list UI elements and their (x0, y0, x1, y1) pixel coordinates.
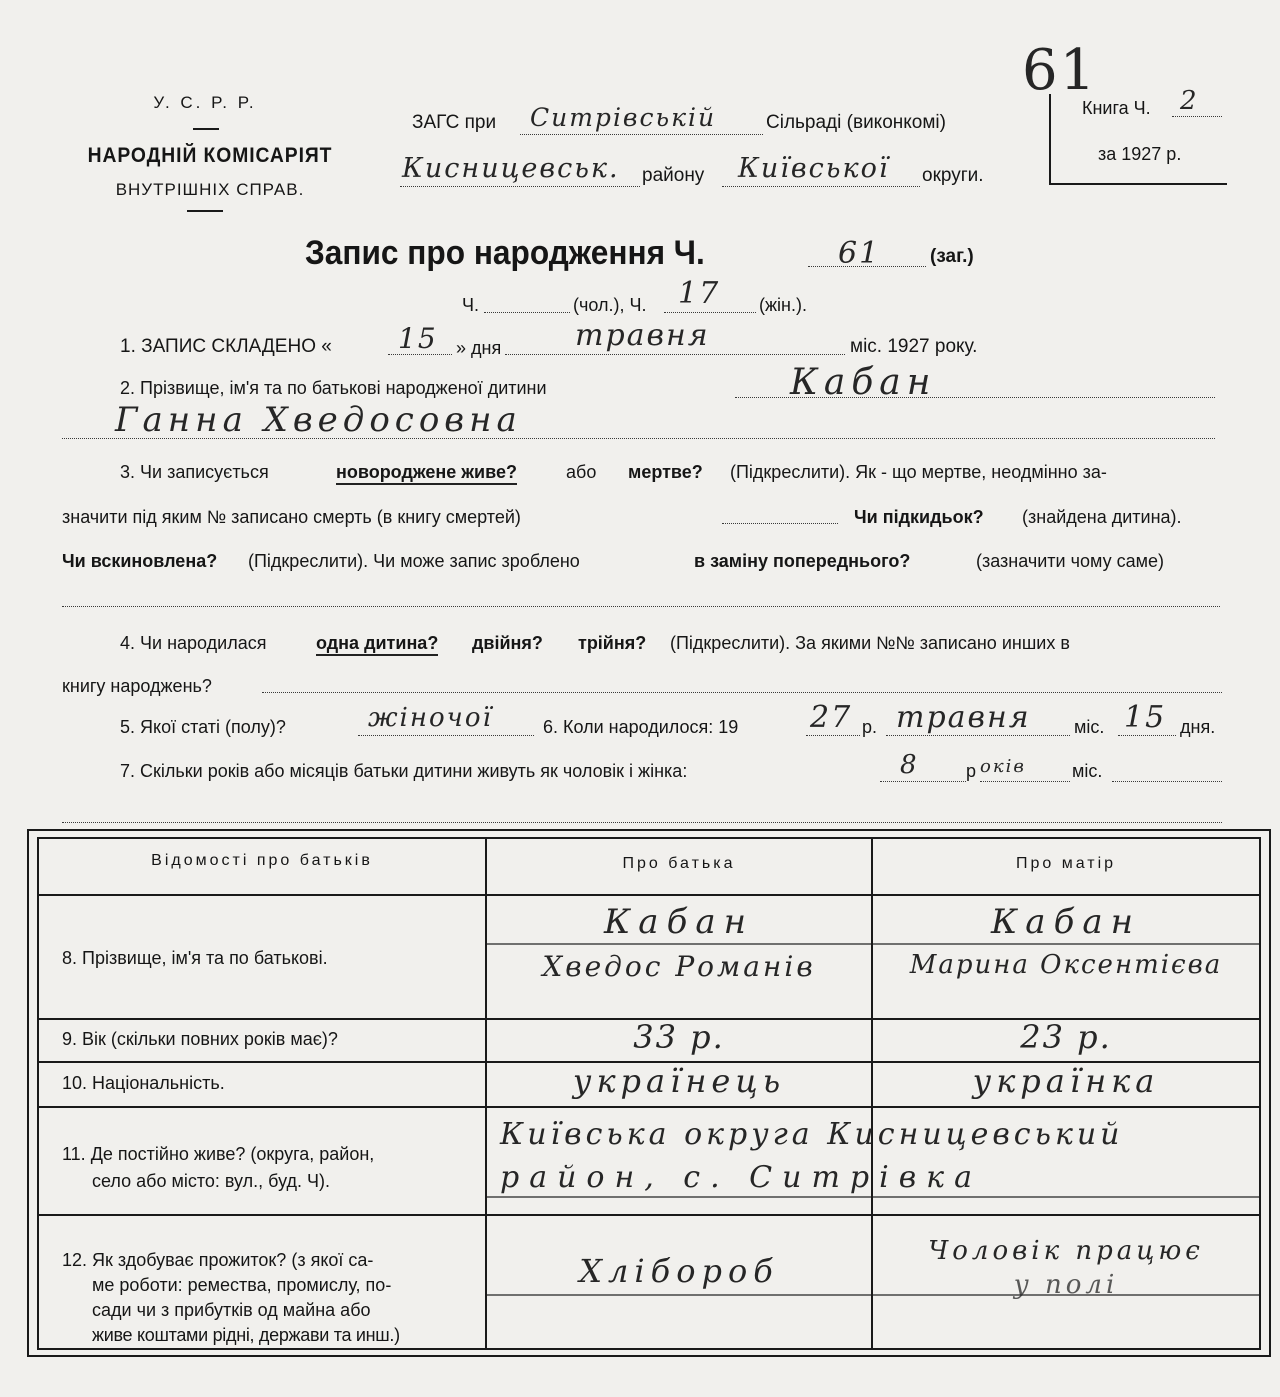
record-number-handwritten: 61 (838, 236, 881, 271)
book-label: Книга Ч. (1082, 98, 1151, 118)
row10-label: 10. Національність. (62, 1073, 225, 1093)
father-surname-handwritten: Кабан (603, 902, 754, 942)
mother-occupation-line2-handwritten: у полі (1013, 1270, 1119, 1300)
item3-line3-b: (зазначити чому саме) (976, 551, 1164, 571)
okruha-handwritten: Київської (738, 153, 890, 184)
row-divider-10 (37, 1106, 1261, 1108)
female-number-handwritten: 17 (678, 276, 721, 311)
table-header-divider (37, 894, 1261, 896)
row8-inner-line (487, 943, 1259, 945)
item1-suffix: міс. 1927 року. (850, 336, 978, 357)
mother-age-handwritten: 23 р. (1020, 1018, 1112, 1056)
table-inner-right (1259, 837, 1261, 1349)
book-box-border-bottom (1049, 183, 1227, 185)
item3-line2-b: (знайдена дитина). (1022, 507, 1182, 527)
option-live-birth[interactable]: новороджене живе? (336, 462, 517, 485)
item6-label: 6. Коли народилося: 19 (543, 717, 739, 737)
option-adopted[interactable]: Чи вскиновлена? (62, 551, 218, 571)
corner-mark-handwritten: 61 (1022, 38, 1098, 103)
item7-mis: міс. (1072, 761, 1103, 781)
header-mother: Про матір (1015, 855, 1117, 872)
residence-line2-handwritten: район, с. Ситрівка (500, 1160, 982, 1195)
row12-label-4: живе коштами рідні, держави та инш.) (92, 1325, 400, 1345)
commissariat-subtitle: ВНУТРІШНІХ СПРАВ. (115, 180, 305, 199)
birth-year-handwritten: 27 (810, 700, 853, 735)
option-twins[interactable]: двійня? (472, 633, 543, 653)
row11-label-2: село або місто: вул., буд. Ч). (92, 1171, 330, 1191)
mother-name-handwritten: Марина Оксентієва (909, 950, 1223, 980)
father-age-handwritten: 33 р. (633, 1018, 725, 1056)
item1-label: 1. ЗАПИС СКЛАДЕНО « (120, 336, 332, 357)
option-replacement[interactable]: в заміну попереднього? (694, 551, 911, 571)
book-box-border-left (1049, 94, 1051, 184)
item6-r: р. (862, 717, 878, 737)
commissariat-title: НАРОДНІЙ КОМІСАРІЯТ (87, 144, 333, 167)
item3-line3-a: (Підкреслити). Чи може запис зроблено (248, 551, 580, 571)
item5-label: 5. Якої статі (полу)? (120, 717, 286, 737)
row-divider-11 (37, 1214, 1261, 1216)
header-divider (193, 128, 219, 130)
row12-number: 12. (62, 1250, 88, 1270)
item6-mis: міс. (1074, 717, 1105, 737)
item1-day-handwritten: 15 (398, 322, 438, 355)
sub-female-label: (жін.). (759, 295, 807, 315)
item3-line2: значити під яким № записано смерть (в книгу смертей) (62, 507, 521, 527)
row11-inner-line (487, 1196, 1259, 1198)
row11-label-1: 11. Де постійно живе? (округа, район, (62, 1144, 375, 1164)
sub-male-label: (чол.), Ч. (573, 295, 647, 315)
father-occupation-handwritten: Хлібороб (579, 1252, 779, 1290)
row9-label: 9. Вік (скільки повних років має)? (62, 1029, 338, 1049)
item3-label-or: або (566, 462, 597, 482)
table-inner-top (37, 837, 1261, 839)
option-stillborn[interactable]: мертве? (628, 462, 703, 482)
zags-suffix: Сільраді (виконкомі) (766, 112, 946, 133)
item1-month-handwritten: травня (575, 318, 710, 353)
item4-label-b: (Підкреслити). За якими №№ записано инших в (670, 633, 1070, 653)
item7-label: 7. Скільки років або місяців батьки дитини живуть як чоловік і жінка: (120, 761, 688, 781)
father-nationality-handwritten: українець (572, 1062, 786, 1100)
row12-label-2: ме роботи: ремества, промислу, по- (92, 1275, 392, 1295)
item3-label-a: 3. Чи записується (120, 462, 269, 482)
row12-label-1: Як здобуває прожиток? (з якої са- (92, 1250, 374, 1270)
zags-village-handwritten: Ситрівській (530, 103, 717, 132)
title-suffix: (заг.) (930, 246, 974, 267)
item7-r: р (966, 761, 977, 781)
district-label: району (642, 165, 705, 186)
header-parents-info: Відомості про батьків (151, 852, 373, 869)
book-year: за 1927 р. (1098, 144, 1182, 164)
birth-day-handwritten: 15 (1124, 700, 1167, 735)
option-one-child[interactable]: одна дитина? (316, 633, 438, 656)
mother-occupation-line1-handwritten: Чоловік працює (928, 1236, 1204, 1266)
document-title: Запис про народження Ч. (305, 234, 705, 272)
district-handwritten: Кисницевськ. (402, 153, 620, 184)
birth-month-handwritten: травня (896, 700, 1031, 735)
years-together-handwritten: 8 (900, 750, 919, 780)
table-inner-left (37, 837, 39, 1349)
item4-line2: книгу народжень? (62, 676, 212, 696)
item2-label: 2. Прізвище, ім'я та по батькові народженої дитини (120, 378, 547, 398)
father-name-handwritten: Хведос Романів (542, 950, 816, 983)
residence-line1-handwritten: Київська округа Кисницевський (500, 1117, 1124, 1152)
header-divider-2 (187, 210, 223, 212)
item4-label: 4. Чи народилася (120, 633, 267, 653)
item3-label-c: (Підкреслити). Як - що мертве, неодмінно за- (730, 462, 1107, 482)
republic-label: У. С. Р. Р. (153, 93, 257, 112)
mother-surname-handwritten: Кабан (990, 902, 1141, 942)
sub-ch-label: Ч. (462, 295, 479, 315)
row12-label-3: сади чи з прибутків од майна або (92, 1300, 371, 1320)
mother-nationality-handwritten: українка (972, 1062, 1160, 1100)
okruha-label: округи. (922, 165, 984, 186)
row8-label: 8. Прізвище, ім'я та по батькові. (62, 948, 328, 968)
item1-day-label: » дня (456, 338, 502, 358)
child-surname-handwritten: Кабан (790, 362, 937, 403)
item6-dnia: дня. (1180, 717, 1216, 737)
option-triplets[interactable]: трійня? (578, 633, 647, 653)
zags-prefix: ЗАГС при (412, 112, 497, 133)
sex-handwritten: жіночої (368, 703, 493, 733)
header-father: Про батька (622, 855, 736, 872)
book-number-handwritten: 2 (1180, 86, 1199, 116)
option-foundling[interactable]: Чи підкидьок? (854, 507, 984, 527)
table-inner-bottom (37, 1348, 1261, 1350)
child-name-handwritten: Ганна Хведосовна (115, 400, 522, 440)
years-word-handwritten: оків (980, 756, 1026, 777)
